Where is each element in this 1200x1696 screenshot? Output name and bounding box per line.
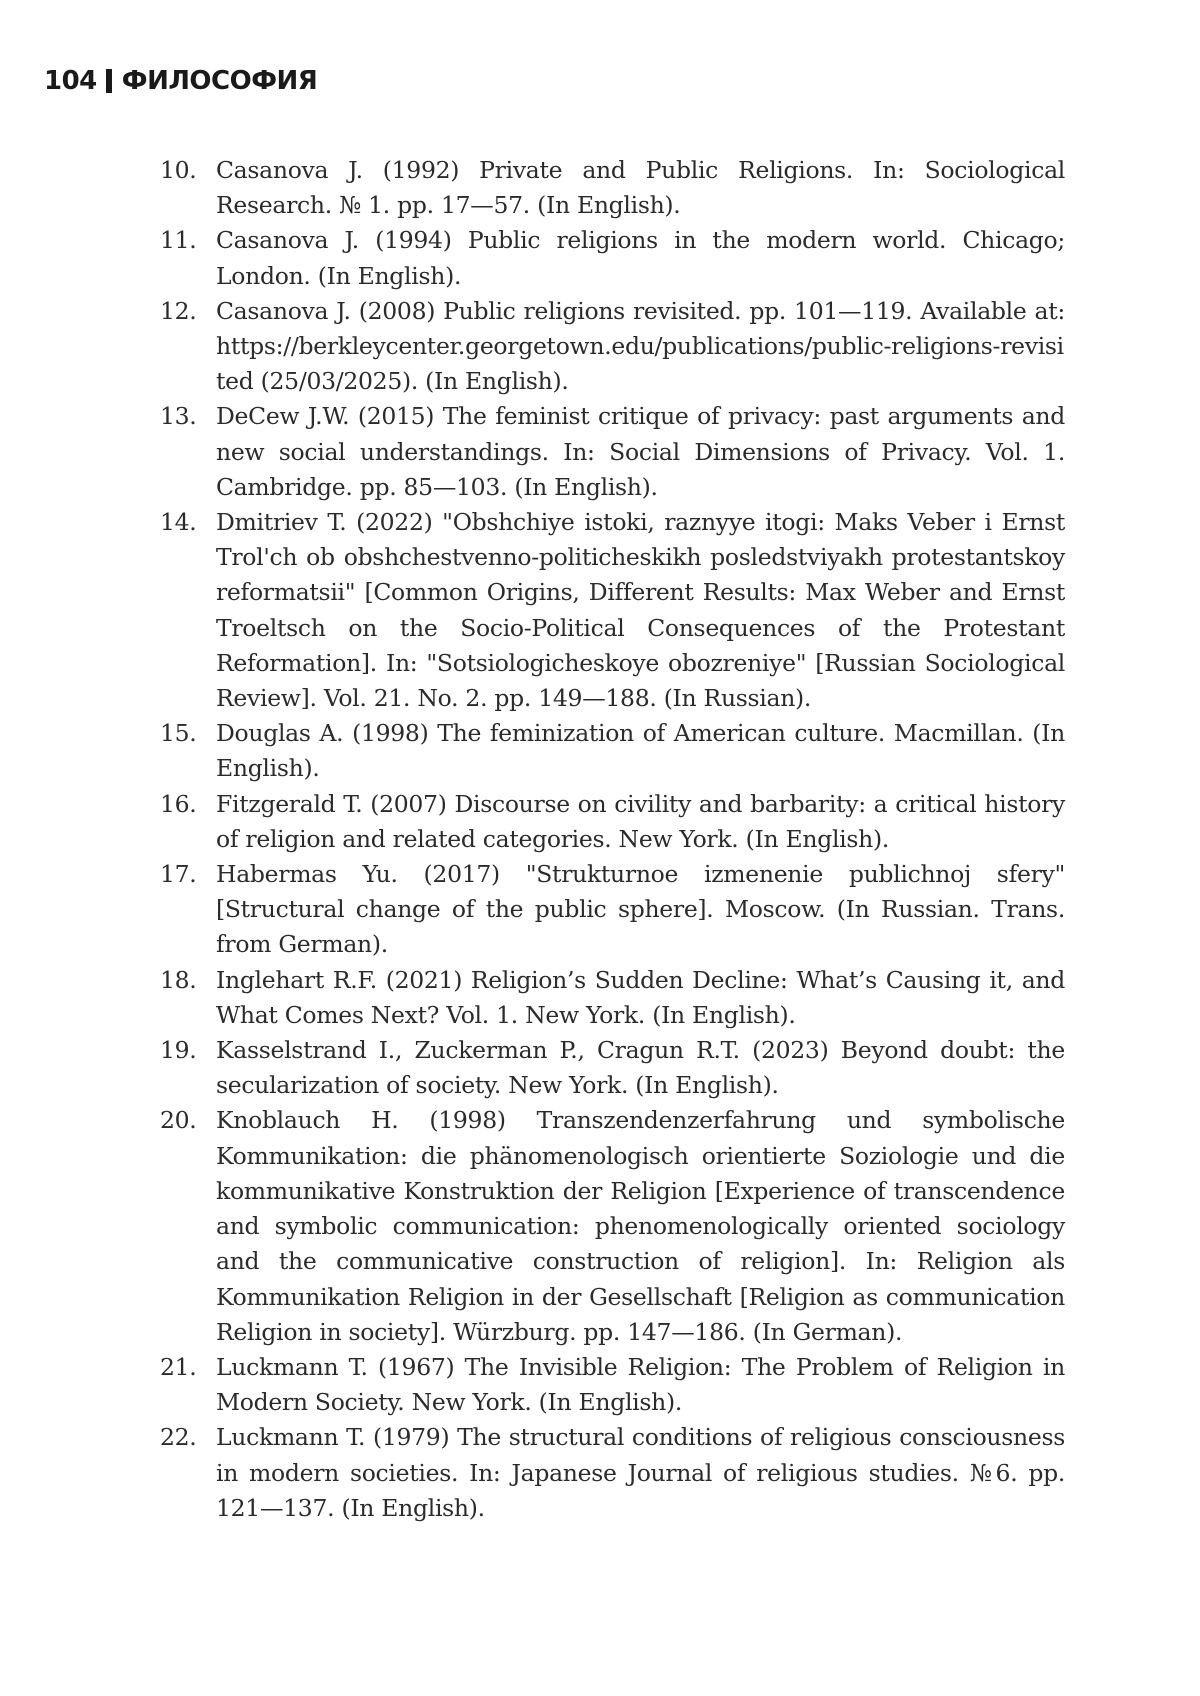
section-title: ФИЛОСОФИЯ [121,66,318,96]
page-number: 104 [44,66,97,96]
reference-text: Casanova J. (1992) Private and Public Religions. In: Sociological Research. № 1. pp. 17—57. (In English). [216,156,1065,220]
reference-text: DeCew J.W. (2015) The feminist critique of privacy: past arguments and new social understandings. In: Social Dimensions of Privacy. Vol. 1. Cambridge. pp. 85—103. (In English). [216,402,1065,501]
reference-text: Luckmann T. (1967) The Invisible Religion: The Problem of Religion in Modern Society. New York. (In English). [216,1352,1065,1417]
reference-text: Douglas A. (1998) The feminization of American culture. Macmillan. (In English). [216,719,1065,783]
header-separator-bar [106,69,112,93]
reference-text: Habermas Yu. (2017) "Strukturnoe izmenenie publichnoj sfery" [Structural change of the public sphere]. Moscow. (In Russian. Trans. from German). [216,860,1065,959]
reference-item [160,857,1065,963]
reference-list [160,153,1065,1526]
reference-number: 17. [160,860,197,889]
reference-item [160,1033,1065,1103]
reference-number: 21. [160,1352,197,1381]
reference-item [160,399,1065,505]
reference-text: Fitzgerald T. (2007) Discourse on civility and barbarity: a critical history of religion and related categories. New York. (In English). [216,789,1065,853]
reference-item [160,294,1065,400]
reference-item [160,505,1065,716]
reference-number: 12. [160,296,197,325]
reference-item [160,1350,1065,1420]
reference-item [160,1103,1065,1349]
reference-number: 15. [160,719,197,748]
reference-number: 22. [160,1423,197,1452]
reference-number: 13. [160,402,197,431]
reference-text: Casanova J. (1994) Public religions in the modern world. Chicago; London. (In English). [216,226,1065,290]
running-header [44,66,317,96]
reference-text: Kasselstrand I., Zuckerman P., Cragun R.T. (2023) Beyond doubt: the secularization of society. New York. (In English). [216,1036,1065,1100]
reference-text: Inglehart R.F. (2021) Religion’s Sudden Decline: What’s Causing it, and What Comes Next? Vol. 1. New York. (In English). [216,965,1065,1029]
reference-number: 14. [160,508,197,537]
reference-item [160,716,1065,786]
reference-text: Knoblauch H. (1998) Transzendenzerfahrung und symbolische Kommunikation: die phänomenologisch orientierte Soziologie und die kommunikative Konstruktion der Religion [Experience of transcendence and symbolic communication: phenomenologically oriented sociology and the communicative construction of religion]. In: Religion als Kommunikation Religion in der Gesellschaft [Religion as communication Religion in society]. Würzburg. pp. 147—186. (In German). [216,1106,1065,1346]
reference-text: Luckmann T. (1979) The structural conditions of religious consciousness in modern societies. In: Japanese Journal of religious studies. №6. pp. 121—137. (In English). [216,1423,1065,1522]
reference-item [160,787,1065,857]
reference-text: Dmitriev T. (2022) "Obshchiye istoki, raznyye itogi: Maks Veber i Ernst Trol'ch ob obshchestvenno-politicheskikh posledstviyakh protestantskoy reformatsii" [Common Origins, Different Results: Max Weber and Ernst Troeltsch on the Socio-Political Consequences of the Protestant Reformation]. In: "Sotsiologicheskoye obozreniye" [Russian Sociological Review]. Vol. 21. No. 2. pp. 149—188. (In Russian). [216,508,1065,713]
reference-number: 10. [160,156,197,184]
reference-item [160,963,1065,1033]
reference-number: 20. [160,1106,197,1135]
reference-number: 11. [160,226,197,255]
reference-number: 19. [160,1036,197,1065]
reference-item [160,223,1065,293]
reference-text: Casanova J. (2008) Public religions revisited. pp. 101—119. Available at: https://berkleycenter.georgetown.edu/publications/public-religions-revisited (25/03/2025). (In English). [216,296,1065,396]
reference-number: 18. [160,965,197,994]
reference-item [160,153,1065,223]
reference-item [160,1420,1065,1526]
reference-number: 16. [160,789,197,818]
